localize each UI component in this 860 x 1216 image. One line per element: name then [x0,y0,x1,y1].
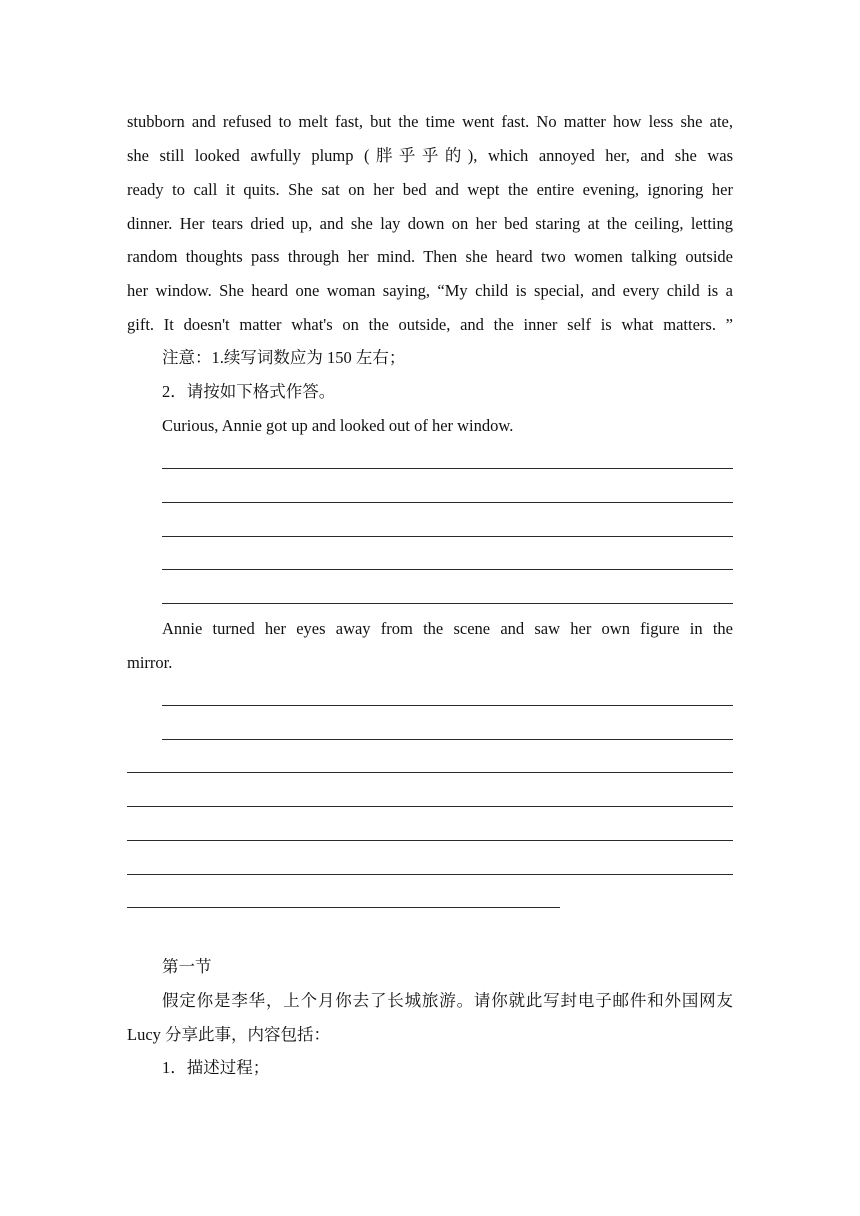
answer-line[interactable] [162,502,733,503]
section-prompt-line-2: Lucy 分享此事，内容包括： [127,1025,331,1044]
answer-line[interactable] [162,468,733,469]
paragraph2-opening-continued: mirror. [127,653,173,672]
answer-line[interactable] [162,739,733,740]
answer-line[interactable] [127,806,733,807]
passage-line-5: random thoughts pass through her mind. Then she heard two women talking outside [127,247,733,266]
answer-line-short[interactable] [127,907,560,908]
answer-line[interactable] [127,840,733,841]
paragraph1-opening: Curious, Annie got up and looked out of her window. [162,416,514,435]
section-prompt-line-1: 假定你是李华，上个月你去了长城旅游。请你就此写封电子邮件和外国网友 [162,991,733,1010]
paragraph2-opening: Annie turned her eyes away from the scene and saw her own figure in the [162,619,733,638]
passage-line-6: her window. She heard one woman saying, “My child is special, and every child is a [127,281,733,300]
answer-line[interactable] [162,603,733,604]
section-heading: 第一节 [162,957,212,976]
section-item-1: 1．描述过程； [162,1058,270,1077]
answer-line[interactable] [127,772,733,773]
answer-line[interactable] [162,569,733,570]
answer-line[interactable] [162,705,733,706]
passage-line-2: she still looked awfully plump (胖乎乎的), which annoyed her, and she was [127,146,733,165]
passage-line-4: dinner. Her tears dried up, and she lay down on her bed staring at the ceiling, letting [127,214,733,233]
passage-line-3: ready to call it quits. She sat on her bed and wept the entire evening, ignoring her [127,180,733,199]
answer-line[interactable] [127,874,733,875]
note-format: 2．请按如下格式作答。 [162,382,336,401]
passage-line-1: stubborn and refused to melt fast, but the time went fast. No matter how less she ate, [127,112,733,131]
answer-line[interactable] [162,536,733,537]
passage-line-7: gift. It doesn't matter what's on the outside, and the inner self is what matters. ” [127,315,733,334]
note-word-count: 注意：1.续写词数应为 150 左右； [162,348,406,367]
